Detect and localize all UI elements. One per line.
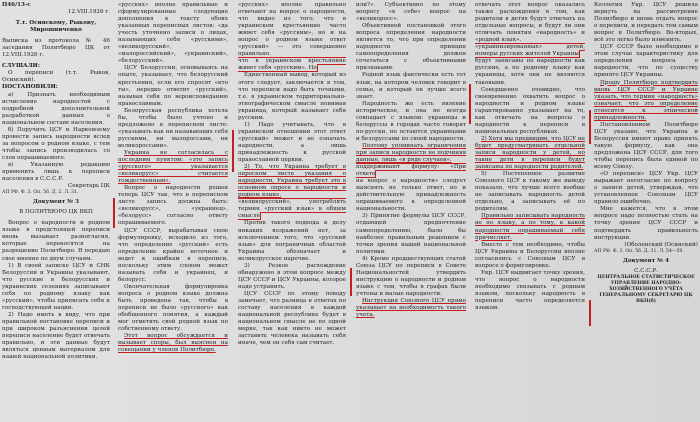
paragraph: 5) Постепенное развитие Союзного ЦСУ к такому же выводу показало, что лучше всего вообще не записывать народность детей отдельно, а записывать её по родителям. — [475, 171, 585, 213]
resolution-a: а) Признать необходимым исчисление народностей с подробной дополнительной разработкой данных о национальном составе населения. — [2, 91, 110, 126]
paragraph: Объективной постановкой этого вопроса определения народности является то, что при определении народности принцип самоопределения должен сочетаться с объективными признаками. — [356, 23, 466, 72]
paragraph: на вопрос о народности» следует выяснять не только ответ, но и действительную принадлежность опрашиваемого к определенной национальности. — [356, 178, 466, 213]
heard-label: СЛУШАЛИ: — [2, 63, 40, 70]
text-column-4 — [356, 0, 466, 422]
underlined-passage: Прошу Политбюро подтвердить вновь ЦСУ СССР и Украине указать, что термин «народность» означает, что это определение относится к этнической принадлежности. — [594, 79, 698, 121]
paragraph: «О переписи» ЦСУ Укр. ЦСУ выражает несогласие по вопросу о записи детей, утверждая, что установленное Союзным ЦСУ правило ошибочно. — [594, 171, 698, 206]
document-4-addressee: ГЕНЕРАЛЬНОМУ СЕКРЕТАРЮ ЦК ВКП(б) — [599, 292, 693, 304]
underlined-passage: Правильно записывать народность не по языку, а по тому, к какой народности опрашиваемый себя причисляет. — [475, 213, 585, 241]
boxed-passage: «великорусский», употреблять термин «русский язык» в общем смысле — [238, 199, 346, 220]
boxed-passage: что в украинском крестьянине живет себя «русским». Но — [238, 58, 346, 72]
paragraph: Совершенно очевидно, что своевременно охватить вопрос о народности и родном языке гарантированно указывает на то, как отвечать на вопросы о народности в переписи в национальных республиках. — [475, 86, 585, 135]
document-3-paragraph-1: Вопрос о народности и родном языке в предстоящей переписи вновь вызывает разногласия, которые переносятся на разрешение Политбюро. Я передаю свое мнение по двум случаям. — [2, 220, 110, 262]
document-3-title: Документ № 3 — [32, 199, 80, 206]
paragraph: 1) Надо учитывать, что в украинском отношении этот ответ «русский» может и не означать народности, а лишь принадлежность к русской православной церкви. — [238, 121, 346, 164]
paragraph: будут записаны по народности как русские, а по родному языку как украинцы, хотя они не являются таковыми. — [475, 58, 585, 86]
paragraph: ЦСУ Белоруссии, основываясь на опыте, указывает, что белорусский крестьянин, если его спросят «кто ты», нередко ответит «русский», называя себя по вероисповеданию православным. — [118, 65, 228, 107]
paragraph: 4) Кроме предшествующих статей Союза ЦСУ по переписи в Совете Национальностей утвердить инструкцию о народности и родном языке с тем, чтобы в графах были учтены и малые народности. — [356, 255, 466, 297]
paragraph: ЦСУ СССР было необходимо в этом случае характеристику для определения вопроса о народности, что по существу принято ЦСУ Украины. — [594, 44, 698, 79]
paragraph: «русских» вполне правильно отвечают на вопрос о народности, что видно из того, что в украинском крестьянине часто живет себя «русским», но и на вопрос о родном языке ответ «русский» — это совершенно правильно. — [238, 2, 346, 58]
paragraph: Коллегия Укр. ЦСУ решила вернуть на рассмотрение Политбюро и вновь отдать вопрос о переписи, и передать тем самым вопрос в Политбюро. Во-вторых, всё это легко было изменить. — [594, 2, 698, 44]
underlined-passage: Поэтому упоминать ограничения при записи народности не подчиняя данные, лишь «в ряде случаев». — [356, 142, 466, 164]
paragraph: Постановлением Политбюро ЦСУ указано, что Украина и Белоруссия имеют право принять такую формулу, как она предложена ЦСУ СССР, для того чтобы перепись была единой по всему Союзу. — [594, 121, 698, 171]
document-3-paragraph-3: 2) Надо иметь в виду, что при правильной постановке переписи и при широком разъяснении целей переписи население будет отвечать правильно, и эти данные будут являться ценным материалом для нашей национальной политики. — [2, 311, 110, 361]
document-date: 12.VIII.1926 г. — [67, 9, 110, 16]
paragraph: отвечать этот вопрос оказались также расхождения в том, как родители в детях будут отвечать на отдельные вопросы, и будут ли они отличать понятия «народность» и «родной язык». — [475, 2, 585, 44]
recipients: Т.т. Осинскому, Рыкову, Мирошниченко — [15, 20, 97, 34]
margin-annotation-line — [113, 198, 115, 228]
text-column-5 — [475, 0, 585, 422]
resolved-label: ПОСТАНОВИЛИ: — [2, 84, 58, 91]
paragraph: 3) Принятие формулы ЦСУ СССР, отдающей предпочтение самоопределению, было бы наиболее правильным решением с точки зрения нашей национальной политики. — [356, 213, 466, 255]
text-column-3 — [238, 0, 346, 422]
underlined-passage: Инструкция Союзного ЦСУ прямо указывает на необходимость такого учета. — [356, 297, 466, 319]
archive-reference-2: АП РФ. Ф. 3. Оп. 56. Д. 31. Л. 54—59. — [594, 248, 684, 254]
paragraph: Белорусская республика хотела бы, чтобы было учтено и предложено в переписном листе: «указывать как ни называющих себя русскими, ни малороссами, ни великороссами». — [118, 107, 228, 149]
document-3-paragraph-2: 1) В своей записке ЦСУ и СНК Белоруссии и Украины указывают, что русские в белорусских и украинских селениях записывают себя по родному языку как «русский», чтобы приписать себя к господствующей нации. — [2, 262, 110, 311]
paragraph: Родной язык фактически есть тот язык, на котором человек говорит в семье, и который он лучше всего знает. — [356, 72, 466, 100]
paragraph: или?». Субъективно по этому вопросу «в себе» вопрос на «великоросс». — [356, 2, 466, 23]
paragraph: 3) Резкое расхождение обнаружено в этом вопросе между ЦСУ СССР и ЦСУ Украины, которое надо устранить. — [238, 262, 346, 290]
paragraph: Вместе с тем необходимо, чтобы ЦСУ Украины и Белоруссии вполне согласились с Союзным ЦСУ в вопросе о формулировке. — [475, 241, 585, 269]
resolution-c: в) Указанную редакцию применить лишь к переписи населения в С.С.С.Р. — [2, 161, 110, 183]
document-number: П46/13-с — [2, 2, 31, 8]
paragraph: Укр. ЦСУ выдвигает точку зрения, что вопрос о народности необходимо связывать с родным языком, поскольку народность в переписи часто определяется языком. — [475, 269, 585, 312]
margin-annotation-line — [350, 268, 352, 296]
heard-text: О переписи (т.т. Рыков, Осинский). — [2, 70, 110, 84]
protocol-extract: Выписка из протокола № 46 заседания Политбюро ЦК от 12.VIII.1926 г. — [2, 38, 110, 59]
secretary-signature: Секретарь ЦК — [67, 183, 110, 190]
boxed-passage: «украинизированных» детей, номеры русских жителей Украины — [475, 44, 585, 58]
margin-annotation-line — [469, 84, 471, 124]
margin-annotation-line — [232, 130, 234, 172]
paragraph: Мне кажется, что в этом вопросе надо полностью стать на точку зрения ЦСУ СССР и подтвердить правильность инструкции. — [594, 206, 698, 241]
margin-annotation-line — [589, 110, 591, 144]
underlined-passage: Украина не согласилась с последним пунктом: «это запись «русского» указывается «великорусс» считается тождественным». — [118, 149, 228, 185]
underlined-passage: Этот вопрос обсуждается и вызывает споры, был выяснен на совещании у членов Политбюро. — [118, 333, 228, 354]
paragraph: Вопрос о народности решен теперь ЦСУ так, что в переписном листе запись должна быть: «великорусс», «украинец», «белорусс» согласно ответу опрашиваемого. — [118, 185, 228, 227]
document-4-title: Документ № 4 — [622, 257, 670, 264]
archive-reference-1: АП РФ. Ф. 3. Оп. 56. Д. 2. Л. 31. — [2, 190, 79, 196]
paragraph: Окончательная формулировка вопроса о родном языке должна быть проведена так, чтобы в переписи не было «русского» как обобщенного понятия, а каждый мог отметить свой родной язык по собственному ответу. — [118, 283, 228, 333]
margin-annotation-line — [589, 300, 591, 326]
text-column-2 — [118, 0, 228, 422]
underlined-passage: 2) То, что Украина требует в опросном листе указания о народности, Украина требует это в основном опросе о народности и родном языке. — [238, 164, 346, 199]
underlined-passage: 2) Хотя мы предвидим, что ЦСУ не будет предусматривать отдельной записи народности у детей, но такие дети в переписи будут записаны по народности родителей. — [475, 135, 585, 171]
paragraph: «русских» вполне правильные и сформулированные следующие дополнения к тексту обоих указанных переписных листов: «да учесть уточнено записи о лицах, называющих себя «русскими», «великорусский», «малороссийский», «украинский», «белорусский». — [118, 2, 228, 65]
paragraph: ЦСУ СССР по этому поводу замечает, что разница в ответах по составу населения в каждой национальной республике будет в национальном смысле не по одной мерке, так как никто не может заставить человека называть себя иначе, чем он себя сам считает. — [238, 290, 346, 347]
text-column-6 — [594, 0, 698, 422]
resolution-b: б) Поручить ЦСУ и Наркомзему провести запись народности вслед за вопросом о родном языке, с тем чтобы запись производилась со слов опрашиваемого. — [2, 126, 110, 161]
document-3-heading: В ПОЛИТБЮРО ЦК ВКП — [19, 209, 93, 216]
paragraph: Единственный вывод, который из этого следует, заключается в том, что переписи надо быть точными, т.е. в украинском территориально-этнографическом смысле понимая украинца, который называет себя русским. — [238, 72, 346, 121]
document-4-organization: ЦЕНТРАЛЬНОЕ СТАТИСТИЧЕСКОЕ УПРАВЛЕНИЕ НАРОДНО-ХОЗЯЙСТВЕННОГО УЧЁТА — [597, 274, 695, 292]
text-column-1 — [2, 0, 110, 422]
paragraph: Народность же есть явление историческое, и она не всегда совпадает с языком: украинцы и белоруссы в городах часто говорят по-русски, но остаются украинцами и белоруссами по своей народности. — [356, 100, 466, 142]
document-4-country: С.С.С.Р. — [634, 267, 658, 274]
paragraph: Против такого подхода к делу никаких возражений нет, за исключением того, что «русский язык» для пограничных областей Украины обозначает и великорусское наречие. — [238, 220, 346, 262]
signature: (Оболенский (Осинский) — [624, 241, 698, 248]
boxed-passage: поддерживают формулу: «При ответе — [356, 164, 466, 178]
paragraph: ЦСУ СССР, вырабатывая свою формулировку, исходило из того, что определение «русский» есть определение крайне неточное и ведет к ошибкам в переписи, поскольку этим словом может называть себя и украинец, и белорусс. — [118, 227, 228, 283]
